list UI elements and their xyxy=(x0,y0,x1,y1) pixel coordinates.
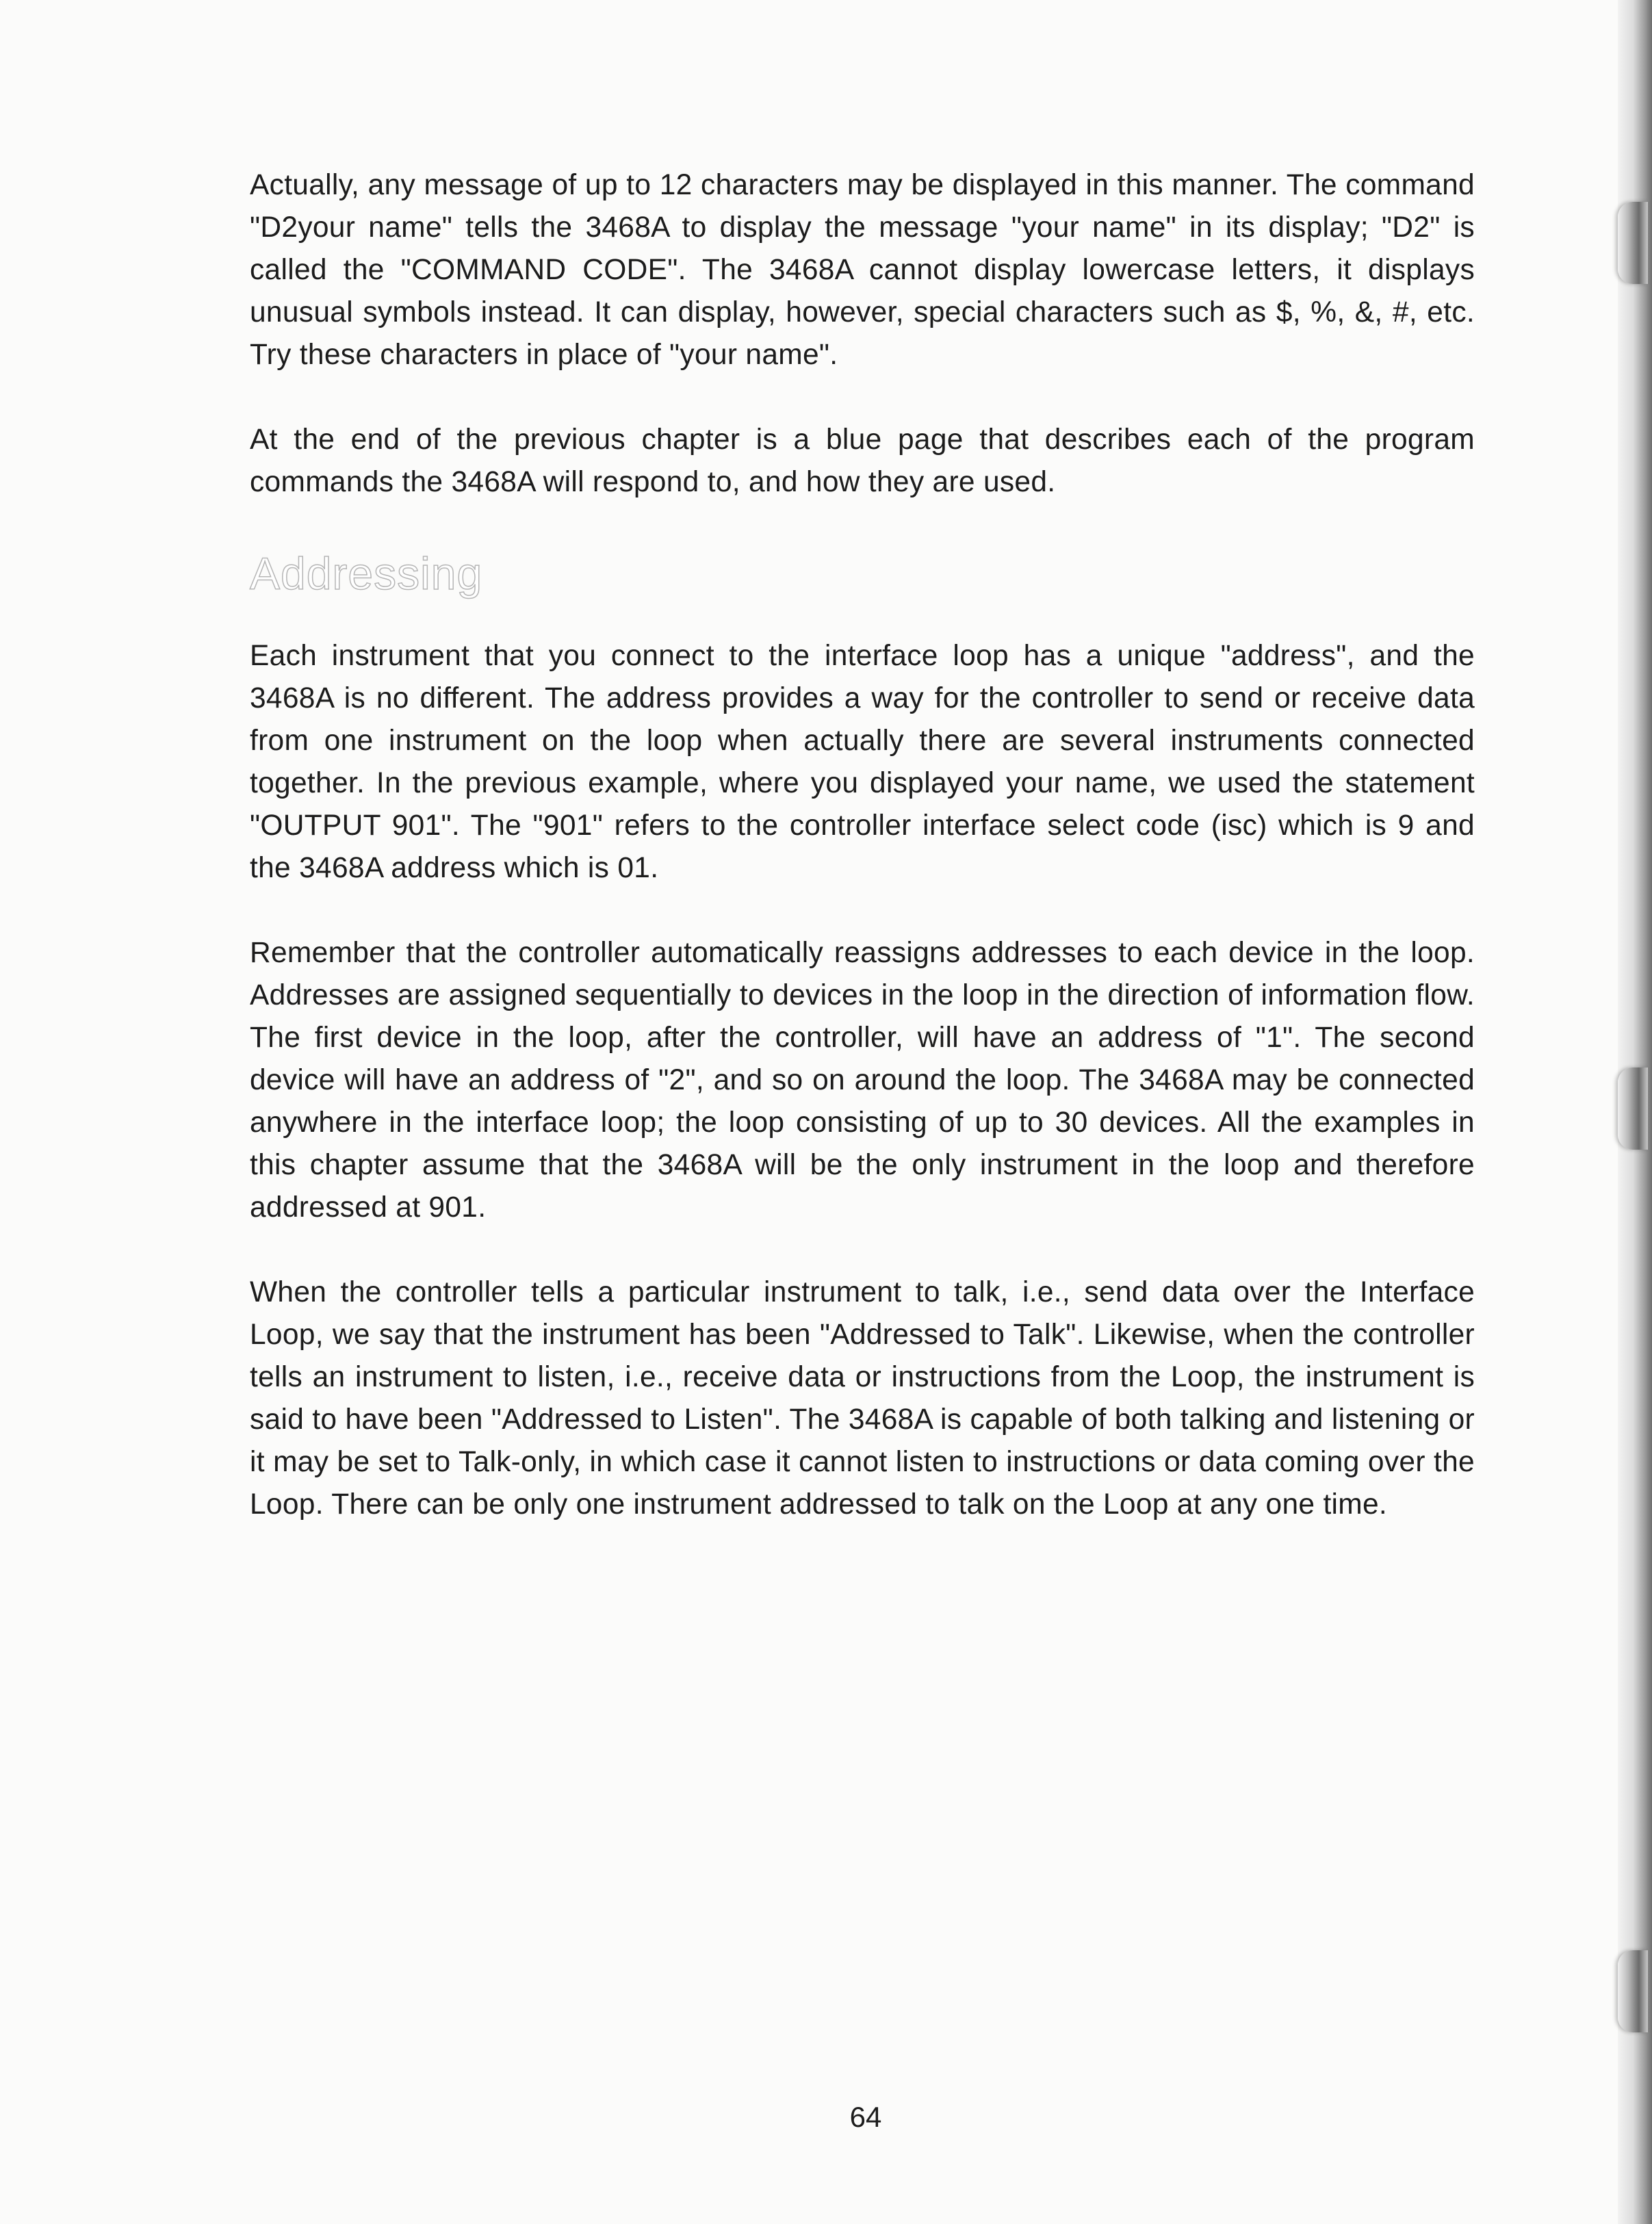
section-heading-addressing: Addressing xyxy=(250,548,483,599)
addressing-paragraph-unique-address: Each instrument that you connect to the interface loop has a unique "address", and the 3468A is no different. The address provides a way for the controller to send or receive data from one instrument on the loop when actually there are several instruments connected together. In the previous example, where you displayed your name, we used the statement "OUTPUT 901". The "901" refers to the controller interface select code (isc) which is 9 and the 3468A address which is 01. xyxy=(250,640,1475,884)
page-number: 64 xyxy=(849,2101,882,2133)
intro-paragraph-message-display: Actually, any message of up to 12 characters may be displayed in this manner. The command "D2your name" tells the 3468A to display the message "your name" in its display; "D2" is called the "COMMAND CODE". The 3468A cannot display lowercase letters, it displays unusual symbols instead. It can display, however, special characters such as $, %, &, #, etc. Try these characters in place of "your name". xyxy=(250,169,1475,371)
binder-ring-bottom xyxy=(1618,1950,1648,2032)
binder-ring-middle xyxy=(1618,1068,1648,1150)
addressing-paragraph-reassign: Remember that the controller automatically reassigns addresses to each device in the loop. Addresses are assigned sequentially to devices in the loop in the direction of information flow. The first device in the loop, after the controller, will have an address of "1". The second device will have an address of "2", and so on around the loop. The 3468A may be connected anywhere in the interface loop; the loop consisting of up to 30 devices. All the examples in this chapter assume that the 3468A will be the only instrument in the loop and therefore addressed at 901. xyxy=(250,937,1475,1224)
binder-ring-top xyxy=(1618,202,1648,284)
intro-paragraph-blue-page: At the end of the previous chapter is a blue page that describes each of the program commands the 3468A will respond to, and how they are used. xyxy=(250,424,1475,498)
addressing-paragraph-talk-listen: When the controller tells a particular instrument to talk, i.e., send data over the Interface Loop, we say that the instrument has been "Addressed to Talk". Likewise, when the controller tells an instrument to listen, i.e., receive data or instructions from the Loop, the instrument is said to have been "Addressed to Listen". The 3468A is capable of both talking and listening or it may be set to Talk-only, in which case it cannot listen to instructions or data coming over the Loop. There can be only one instrument addressed to talk on the Loop at any one time. xyxy=(250,1276,1475,1521)
page-body xyxy=(250,164,1475,1568)
